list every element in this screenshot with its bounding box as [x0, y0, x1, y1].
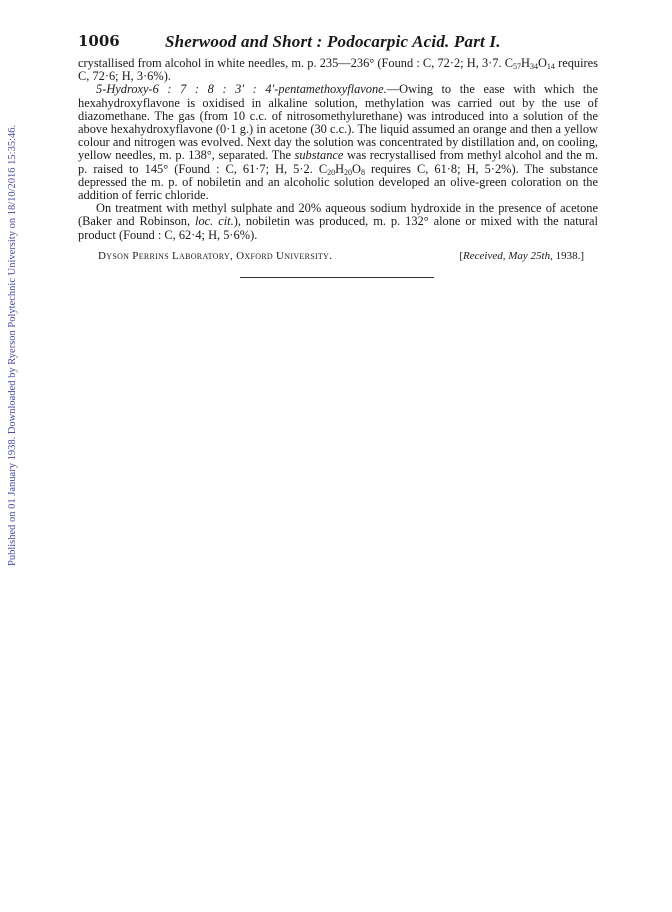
paragraph-1: crystallised from alcohol in white needles, m. p. 235—236° (Found : C, 72·2; H, 3·7. $C_{57}H_{34}O_{14}$ requires C, 72·6; H, 3·6%). [78, 56, 598, 84]
end-rule [240, 277, 434, 278]
paragraph-3: On treatment with methyl sulphate and 20% aqueous sodium hydroxide in the presence of acetone (Baker and Robinson, loc. cit.), nobiletin was produced, m. p. 132° alone or mixed with the natural product (Found : C, 62·4; H, 5·6%). [78, 201, 598, 242]
compound-heading: 5-Hydroxy-6 : 7 : 8 : 3′ : 4′-pentamethoxyflavone. [96, 82, 387, 97]
laboratory-affiliation: Dyson Perrins Laboratory, Oxford University. [98, 249, 333, 262]
received-date: [Received, May 25th, 1938.] [459, 249, 584, 262]
download-notice: Published on 01 January 1938. Downloaded by Ryerson Polytechnic University on 18/10/2016 15:35:46. [7, 124, 18, 566]
paragraph-2: 5-Hydroxy-6 : 7 : 8 : 3′ : 4′-pentamethoxyflavone.—Owing to the ease with which the hexahydroxyflavone is oxidised in alkaline solution, methylation was carried out by the use of diazomethane. The gas (from 10 c.c. of nitrosomethylurethane) was introduced into a solution of the above hexahydroxyflavone (0·1 g.) in acetone (30 c.c.). The liquid assumed an orange and then a yellow colour and nitrogen was evolved. Next day the solution was concentrated by distillation and, on cooling, yellow needles, m. p. 138°, separated. The substance was recrystallised from methyl alcohol and the m. p. raised to 145° (Found : C, 61·7; H, 5·2. $C_{20}H_{20}O_8$ requires C, 61·8; H, 5·2%). The substance depressed the m. p. of nobiletin and an alcoholic solution developed an olive-green coloration on the addition of ferric chloride. [78, 82, 598, 203]
article-footer [78, 250, 598, 264]
page-header [78, 32, 598, 52]
running-title: Sherwood and Short : Podocarpic Acid. Part I. [165, 32, 501, 51]
page-number: 1006 [78, 32, 120, 50]
article-body [78, 57, 598, 264]
